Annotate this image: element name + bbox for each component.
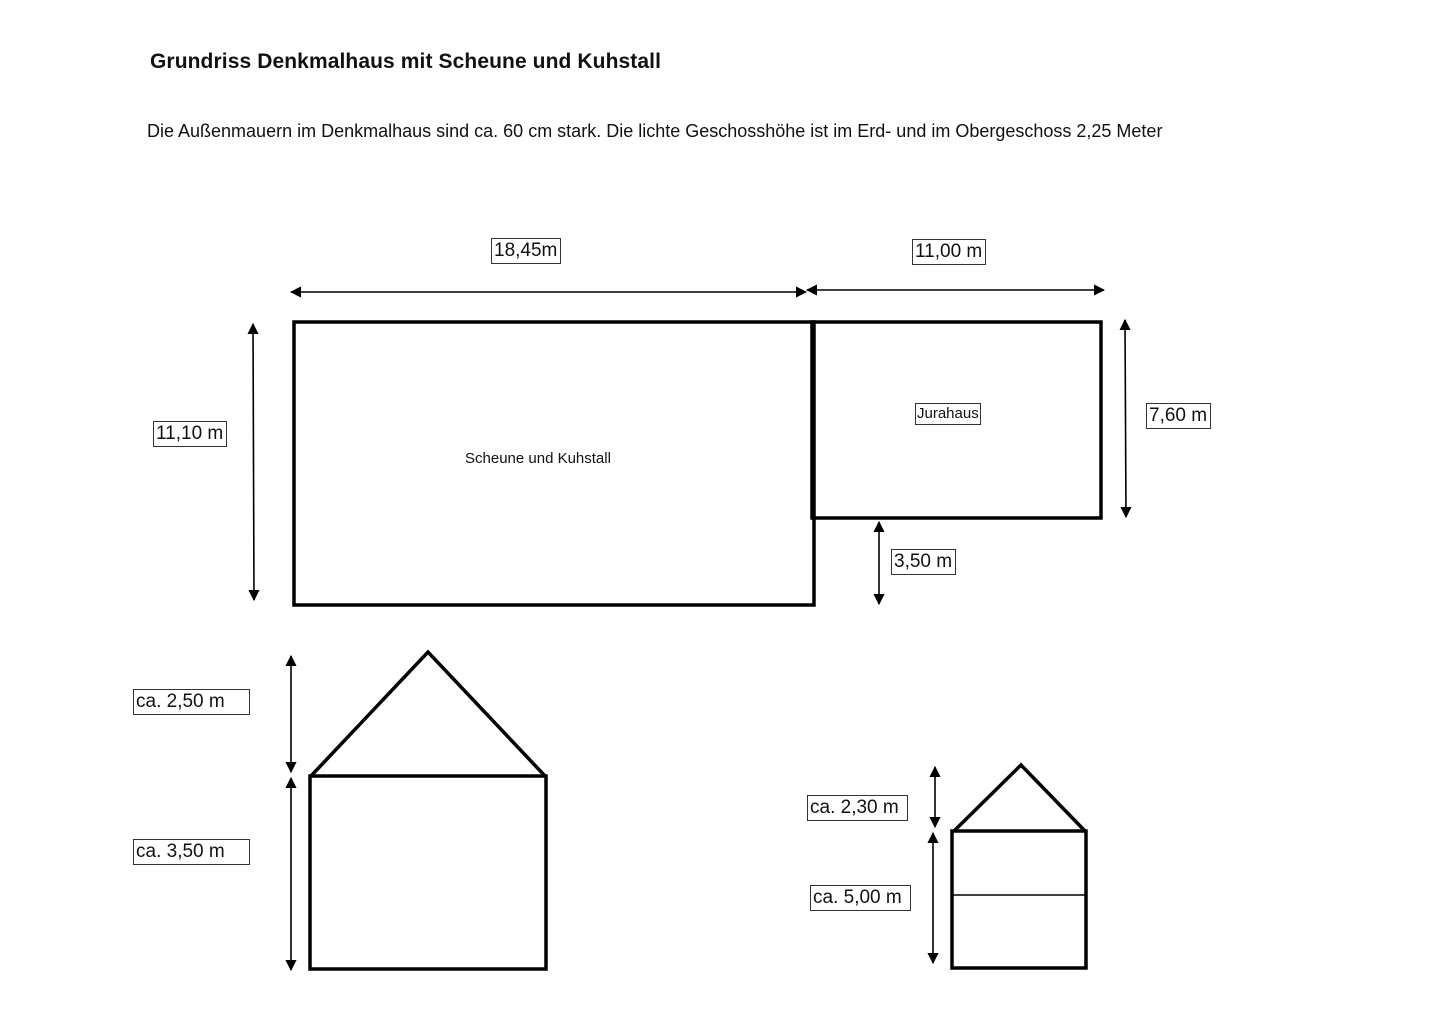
barn-elevation [310, 652, 546, 969]
barn-depth-label: 11,10 m [153, 421, 227, 447]
jurahaus-offset-label: 3,50 m [891, 549, 956, 575]
jurahaus-roof-height-label: ca. 2,30 m [807, 795, 908, 821]
barn-width-label: 18,45m [491, 238, 561, 264]
barn-room-label: Scheune und Kuhstall [465, 450, 611, 467]
jurahaus-room-label: Jurahaus [915, 403, 981, 425]
jurahaus-depth-label: 7,60 m [1146, 403, 1211, 429]
jurahaus-wall-height-label: ca. 5,00 m [810, 885, 911, 911]
barn-depth-dimension-arrow [253, 324, 254, 600]
jurahaus-elevation [952, 765, 1086, 968]
barn-roof-height-label: ca. 2,50 m [133, 689, 250, 715]
jurahaus-depth-dimension-arrow [1125, 320, 1126, 517]
wall-thickness-note: Die Außenmauern im Denkmalhaus sind ca. 60 cm stark. Die lichte Geschosshöhe ist im Erd- und im Obergeschoss 2,25 Meter [147, 121, 1163, 141]
barn-wall-height-label: ca. 3,50 m [133, 839, 250, 865]
jurahaus-width-label: 11,00 m [912, 239, 986, 265]
page-title: Grundriss Denkmalhaus mit Scheune und Kuhstall [150, 50, 662, 73]
